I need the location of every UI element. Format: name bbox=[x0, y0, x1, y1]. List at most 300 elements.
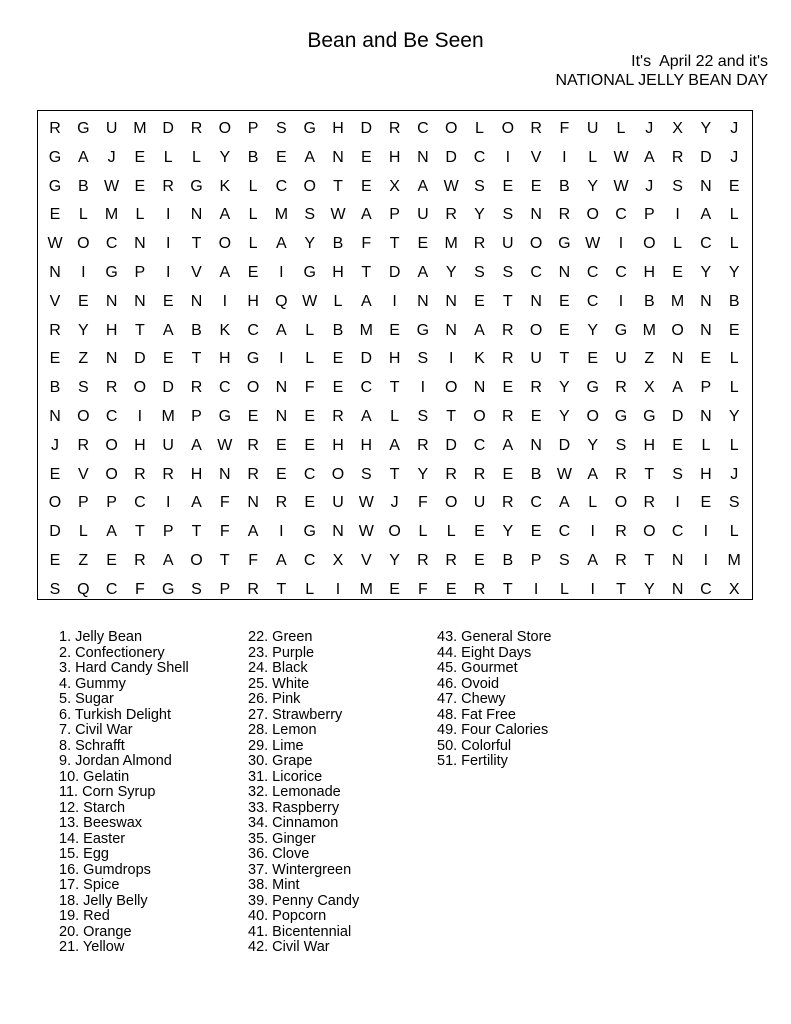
grid-letter: G bbox=[190, 177, 203, 195]
grid-letter: I bbox=[703, 552, 709, 569]
grid-letter: R bbox=[275, 494, 288, 512]
grid-letter: D bbox=[49, 523, 61, 541]
grid-letter: Y bbox=[643, 580, 655, 598]
grid-letter: C bbox=[530, 494, 542, 512]
grid-letter: M bbox=[161, 408, 175, 425]
grid-letter: L bbox=[305, 350, 315, 368]
grid-letter: G bbox=[218, 408, 232, 425]
grid-letter: E bbox=[360, 148, 372, 166]
grid-letter: H bbox=[247, 292, 259, 310]
grid-letter: B bbox=[332, 321, 344, 339]
word-list-column-3 bbox=[437, 630, 551, 770]
grid-letter: L bbox=[390, 408, 400, 425]
grid-letter: B bbox=[728, 292, 740, 310]
grid-letter: J bbox=[730, 465, 739, 483]
grid-letter: B bbox=[502, 552, 514, 569]
grid-letter: E bbox=[276, 148, 287, 166]
grid-letter: I bbox=[165, 235, 171, 253]
grid-letter: I bbox=[222, 292, 228, 310]
word-list-item: 33. Raspberry bbox=[248, 799, 340, 816]
grid-letter: J bbox=[107, 148, 116, 166]
grid-letter: F bbox=[248, 552, 258, 569]
grid-letter: I bbox=[590, 580, 595, 598]
grid-letter: O bbox=[444, 379, 458, 397]
grid-letter: H bbox=[388, 350, 401, 368]
grid-letter: R bbox=[473, 465, 486, 483]
grid-letter: E bbox=[134, 148, 146, 166]
grid-letter: U bbox=[417, 206, 429, 224]
grid-letter: G bbox=[303, 120, 316, 137]
grid-letter: N bbox=[530, 206, 542, 224]
grid-letter: L bbox=[248, 206, 258, 224]
grid-letter: L bbox=[248, 177, 258, 195]
grid-letter: T bbox=[191, 235, 202, 253]
grid-letter: Y bbox=[77, 321, 89, 339]
grid-row bbox=[38, 465, 754, 485]
grid-letter: U bbox=[105, 120, 118, 137]
grid-letter: C bbox=[134, 494, 146, 512]
grid-letter: X bbox=[643, 379, 655, 397]
grid-letter: O bbox=[218, 120, 232, 137]
grid-letter: E bbox=[474, 552, 485, 569]
grid-letter: L bbox=[135, 206, 145, 224]
grid-letter: E bbox=[389, 580, 400, 598]
grid-letter: E bbox=[700, 494, 712, 512]
grid-letter: Y bbox=[700, 120, 712, 137]
grid-letter: R bbox=[502, 408, 514, 425]
grid-letter: B bbox=[559, 177, 570, 195]
grid-row bbox=[38, 551, 754, 571]
grid-letter: G bbox=[303, 264, 316, 281]
grid-letter: O bbox=[444, 120, 458, 137]
grid-letter: E bbox=[332, 350, 344, 368]
grid-letter: A bbox=[276, 321, 287, 339]
grid-letter: J bbox=[645, 120, 654, 137]
grid-letter: N bbox=[473, 379, 486, 397]
grid-letter: L bbox=[729, 235, 739, 253]
grid-letter: N bbox=[445, 292, 457, 310]
word-list-item: 18. Jelly Belly bbox=[59, 892, 148, 909]
grid-row bbox=[38, 321, 754, 341]
grid-letter: Y bbox=[587, 436, 599, 454]
grid-letter: R bbox=[77, 436, 90, 454]
subtitle-date: It's April 22 and it's bbox=[631, 53, 768, 70]
grid-letter: N bbox=[190, 206, 203, 224]
grid-letter: O bbox=[586, 206, 599, 224]
grid-letter: T bbox=[389, 379, 400, 397]
word-list-item: 25. White bbox=[248, 675, 310, 692]
grid-letter: E bbox=[49, 465, 61, 483]
grid-letter: H bbox=[190, 465, 203, 483]
grid-letter: E bbox=[559, 292, 570, 310]
grid-letter: T bbox=[135, 523, 145, 541]
grid-letter: I bbox=[335, 580, 341, 598]
grid-letter: E bbox=[502, 379, 514, 397]
word-list-item: 42. Civil War bbox=[248, 939, 330, 955]
grid-letter: L bbox=[78, 206, 88, 224]
grid-letter: P bbox=[134, 264, 146, 281]
grid-letter: A bbox=[672, 379, 683, 397]
grid-letter: P bbox=[700, 379, 712, 397]
grid-letter: I bbox=[703, 523, 709, 541]
grid-letter: E bbox=[304, 494, 316, 512]
grid-letter: Y bbox=[417, 465, 429, 483]
grid-row bbox=[38, 205, 754, 225]
grid-letter: E bbox=[106, 552, 117, 569]
grid-letter: C bbox=[303, 465, 316, 483]
grid-row bbox=[38, 580, 754, 600]
grid-letter: E bbox=[49, 552, 61, 569]
grid-letter: I bbox=[675, 494, 680, 512]
grid-letter: L bbox=[729, 350, 739, 368]
grid-letter: E bbox=[502, 465, 514, 483]
grid-letter: B bbox=[530, 465, 542, 483]
word-list-item: 23. Purple bbox=[248, 644, 315, 661]
grid-letter: O bbox=[473, 408, 486, 425]
grid-letter: E bbox=[360, 177, 372, 195]
word-list-item: 10. Gelatin bbox=[59, 768, 130, 785]
grid-letter: S bbox=[672, 465, 683, 483]
grid-row bbox=[38, 493, 754, 513]
grid-letter: G bbox=[614, 321, 628, 339]
grid-letter: U bbox=[502, 235, 514, 253]
grid-letter: N bbox=[190, 292, 203, 310]
grid-letter: H bbox=[134, 436, 146, 454]
grid-row bbox=[38, 177, 754, 197]
grid-letter: V bbox=[77, 465, 89, 483]
grid-letter: Y bbox=[587, 177, 599, 195]
grid-letter: M bbox=[133, 120, 147, 137]
grid-letter: I bbox=[392, 292, 397, 310]
grid-letter: A bbox=[417, 177, 429, 195]
grid-letter: U bbox=[615, 350, 627, 368]
grid-letter: E bbox=[728, 321, 740, 339]
grid-letter: O bbox=[331, 465, 345, 483]
grid-letter: A bbox=[502, 436, 514, 454]
word-list-item: 30. Grape bbox=[248, 753, 313, 769]
grid-letter: B bbox=[643, 292, 655, 310]
grid-letter: P bbox=[162, 523, 174, 541]
word-list-item: 27. Strawberry bbox=[248, 706, 343, 723]
grid-letter: N bbox=[332, 523, 344, 541]
grid-letter: E bbox=[162, 292, 174, 310]
word-list-item: 22. Green bbox=[248, 629, 313, 645]
grid-letter: A bbox=[77, 148, 89, 166]
grid-letter: R bbox=[417, 552, 429, 569]
grid-letter: V bbox=[49, 292, 61, 310]
grid-letter: R bbox=[247, 580, 259, 598]
grid-letter: R bbox=[417, 436, 429, 454]
grid-letter: O bbox=[388, 523, 401, 541]
word-list-item: 48. Fat Free bbox=[437, 706, 516, 723]
grid-letter: R bbox=[615, 523, 627, 541]
grid-letter: Z bbox=[78, 552, 89, 569]
grid-letter: S bbox=[672, 177, 683, 195]
grid-letter: S bbox=[360, 465, 372, 483]
grid-letter: E bbox=[276, 436, 287, 454]
grid-letter: T bbox=[191, 523, 202, 541]
word-list-column-1 bbox=[59, 630, 189, 956]
grid-letter: P bbox=[219, 580, 231, 598]
word-list-item: 28. Lemon bbox=[248, 722, 317, 738]
word-list-item: 44. Eight Days bbox=[437, 644, 532, 661]
word-list-item: 2. Confectionery bbox=[59, 644, 165, 661]
grid-letter: Y bbox=[700, 264, 712, 281]
grid-letter: A bbox=[360, 292, 372, 310]
grid-letter: H bbox=[332, 264, 344, 281]
grid-letter: G bbox=[586, 379, 599, 397]
grid-letter: R bbox=[49, 120, 61, 137]
grid-letter: W bbox=[443, 177, 459, 195]
word-list-item: 11. Corn Syrup bbox=[59, 784, 156, 800]
grid-letter: R bbox=[445, 552, 457, 569]
grid-letter: O bbox=[190, 552, 203, 569]
grid-letter: S bbox=[728, 494, 740, 512]
grid-letter: W bbox=[47, 235, 63, 253]
grid-letter: N bbox=[671, 552, 684, 569]
grid-letter: F bbox=[361, 235, 372, 253]
grid-letter: B bbox=[247, 148, 259, 166]
grid-letter: H bbox=[388, 148, 401, 166]
grid-letter: I bbox=[81, 264, 86, 281]
grid-letter: A bbox=[587, 552, 599, 569]
grid-letter: R bbox=[643, 494, 656, 512]
grid-letter: S bbox=[77, 379, 89, 397]
grid-letter: L bbox=[418, 523, 428, 541]
grid-letter: M bbox=[359, 321, 373, 339]
grid-letter: O bbox=[105, 436, 118, 454]
word-list-item: 43. General Store bbox=[437, 629, 552, 645]
grid-letter: E bbox=[304, 408, 316, 425]
grid-letter: L bbox=[729, 206, 739, 224]
grid-letter: R bbox=[502, 321, 514, 339]
grid-letter: E bbox=[247, 408, 259, 425]
grid-letter: Z bbox=[644, 350, 655, 368]
grid-letter: D bbox=[445, 148, 457, 166]
grid-letter: I bbox=[279, 264, 284, 281]
grid-letter: R bbox=[134, 465, 146, 483]
grid-letter: T bbox=[616, 580, 626, 598]
grid-letter: P bbox=[643, 206, 655, 224]
grid-letter: A bbox=[191, 494, 202, 512]
grid-letter: B bbox=[332, 235, 344, 253]
grid-letter: C bbox=[473, 148, 486, 166]
grid-letter: E bbox=[304, 436, 316, 454]
word-list-item: 3. Hard Candy Shell bbox=[59, 660, 189, 676]
word-list-item: 31. Licorice bbox=[248, 768, 323, 785]
grid-letter: H bbox=[332, 120, 344, 137]
grid-letter: O bbox=[218, 235, 232, 253]
grid-letter: R bbox=[49, 321, 61, 339]
grid-letter: N bbox=[700, 321, 712, 339]
word-list-item: 21. Yellow bbox=[59, 939, 125, 955]
grid-letter: C bbox=[417, 120, 429, 137]
grid-letter: A bbox=[389, 436, 400, 454]
grid-letter: L bbox=[559, 580, 569, 598]
word-list-item: 20. Orange bbox=[59, 923, 132, 940]
grid-letter: G bbox=[643, 408, 656, 425]
grid-letter: A bbox=[587, 465, 599, 483]
grid-letter: Y bbox=[559, 408, 570, 425]
grid-letter: C bbox=[473, 436, 486, 454]
grid-letter: R bbox=[671, 148, 684, 166]
grid-letter: R bbox=[445, 206, 457, 224]
grid-letter: A bbox=[106, 523, 117, 541]
grid-letter: F bbox=[418, 494, 428, 512]
grid-letter: N bbox=[247, 494, 259, 512]
subtitle-occasion: NATIONAL JELLY BEAN DAY bbox=[555, 72, 768, 89]
grid-letter: L bbox=[673, 235, 683, 253]
grid-letter: O bbox=[586, 408, 599, 425]
grid-letter: R bbox=[134, 552, 146, 569]
grid-letter: O bbox=[444, 494, 458, 512]
grid-letter: R bbox=[445, 465, 457, 483]
word-list-item: 15. Egg bbox=[59, 846, 109, 862]
grid-letter: E bbox=[332, 379, 344, 397]
grid-letter: D bbox=[558, 436, 571, 454]
grid-letter: F bbox=[219, 494, 230, 512]
grid-letter: H bbox=[332, 436, 344, 454]
grid-letter: H bbox=[105, 321, 118, 339]
grid-letter: M bbox=[727, 552, 741, 569]
grid-letter: K bbox=[219, 321, 231, 339]
grid-letter: A bbox=[247, 523, 259, 541]
grid-letter: L bbox=[616, 120, 626, 137]
grid-letter: G bbox=[303, 523, 316, 541]
grid-letter: E bbox=[672, 264, 683, 281]
grid-letter: D bbox=[162, 120, 174, 137]
grid-row bbox=[38, 119, 754, 139]
grid-letter: I bbox=[420, 379, 426, 397]
word-list-item: 17. Spice bbox=[59, 877, 120, 893]
grid-letter: D bbox=[134, 350, 146, 368]
grid-letter: P bbox=[77, 494, 89, 512]
grid-letter: I bbox=[675, 206, 680, 224]
grid-letter: H bbox=[700, 465, 712, 483]
grid-letter: N bbox=[700, 292, 712, 310]
grid-letter: E bbox=[700, 350, 712, 368]
grid-letter: A bbox=[643, 148, 655, 166]
grid-letter: D bbox=[360, 350, 373, 368]
word-list-item: 14. Easter bbox=[59, 830, 126, 847]
page-title: Bean and Be Seen bbox=[307, 29, 484, 52]
grid-letter: R bbox=[615, 552, 627, 569]
grid-letter: N bbox=[530, 292, 542, 310]
grid-letter: H bbox=[643, 264, 656, 281]
grid-letter: A bbox=[700, 206, 712, 224]
grid-letter: J bbox=[645, 177, 654, 195]
grid-letter: C bbox=[105, 408, 118, 425]
grid-letter: C bbox=[586, 264, 599, 281]
grid-letter: E bbox=[672, 436, 683, 454]
grid-letter: N bbox=[700, 408, 712, 425]
grid-letter: D bbox=[671, 408, 684, 425]
word-list-item: 26. Pink bbox=[248, 691, 301, 707]
grid-letter: A bbox=[219, 264, 231, 281]
grid-letter: O bbox=[529, 321, 543, 339]
grid-letter: T bbox=[276, 580, 287, 598]
word-list-item: 6. Turkish Delight bbox=[59, 706, 172, 723]
grid-letter: R bbox=[615, 379, 627, 397]
grid-letter: V bbox=[360, 552, 372, 569]
grid-letter: S bbox=[49, 580, 61, 598]
grid-letter: D bbox=[388, 264, 401, 281]
word-list-item: 47. Chewy bbox=[437, 691, 506, 707]
grid-letter: N bbox=[275, 408, 288, 425]
grid-letter: A bbox=[219, 206, 231, 224]
grid-letter: W bbox=[217, 436, 233, 454]
grid-letter: N bbox=[275, 379, 288, 397]
grid-letter: T bbox=[389, 465, 400, 483]
grid-letter: E bbox=[559, 321, 570, 339]
grid-letter: O bbox=[643, 235, 656, 253]
grid-letter: Y bbox=[474, 206, 485, 224]
grid-letter: U bbox=[162, 436, 174, 454]
grid-letter: L bbox=[729, 436, 739, 454]
grid-letter: P bbox=[191, 408, 202, 425]
grid-letter: Q bbox=[275, 292, 288, 310]
grid-letter: J bbox=[730, 120, 739, 137]
grid-letter: W bbox=[358, 494, 374, 512]
grid-letter: U bbox=[586, 120, 599, 137]
grid-letter: P bbox=[530, 552, 542, 569]
grid-letter: O bbox=[643, 523, 656, 541]
word-list-item: 13. Beeswax bbox=[59, 815, 143, 831]
grid-letter: I bbox=[533, 580, 539, 598]
grid-letter: A bbox=[360, 206, 372, 224]
grid-letter: N bbox=[671, 350, 684, 368]
grid-letter: G bbox=[105, 264, 118, 281]
grid-row bbox=[38, 378, 754, 398]
grid-letter: E bbox=[417, 235, 429, 253]
grid-letter: Q bbox=[77, 580, 90, 598]
grid-row bbox=[38, 263, 754, 283]
grid-letter: N bbox=[105, 292, 118, 310]
grid-letter: T bbox=[219, 552, 230, 569]
grid-letter: S bbox=[417, 408, 429, 425]
grid-letter: C bbox=[558, 523, 571, 541]
grid-letter: B bbox=[49, 379, 61, 397]
grid-row bbox=[38, 234, 754, 254]
grid-letter: S bbox=[559, 552, 570, 569]
grid-row bbox=[38, 148, 754, 168]
grid-letter: F bbox=[418, 580, 428, 598]
word-list-item: 4. Gummy bbox=[59, 675, 126, 692]
grid-letter: T bbox=[502, 580, 513, 598]
grid-letter: N bbox=[700, 177, 712, 195]
grid-letter: I bbox=[279, 350, 284, 368]
grid-letter: E bbox=[276, 465, 287, 483]
grid-letter: C bbox=[700, 580, 712, 598]
grid-letter: C bbox=[360, 379, 373, 397]
grid-letter: C bbox=[530, 264, 542, 281]
grid-letter: K bbox=[474, 350, 485, 368]
grid-letter: E bbox=[389, 321, 400, 339]
grid-letter: I bbox=[618, 292, 624, 310]
grid-letter: E bbox=[502, 177, 514, 195]
grid-letter: S bbox=[615, 436, 627, 454]
grid-letter: K bbox=[219, 177, 231, 195]
grid-letter: Y bbox=[728, 264, 740, 281]
grid-letter: M bbox=[670, 292, 685, 310]
grid-letter: I bbox=[590, 523, 595, 541]
grid-letter: T bbox=[191, 350, 202, 368]
grid-letter: C bbox=[219, 379, 231, 397]
grid-letter: Y bbox=[502, 523, 514, 541]
grid-letter: N bbox=[49, 264, 61, 281]
grid-letter: L bbox=[729, 523, 739, 541]
grid-letter: A bbox=[559, 494, 570, 512]
